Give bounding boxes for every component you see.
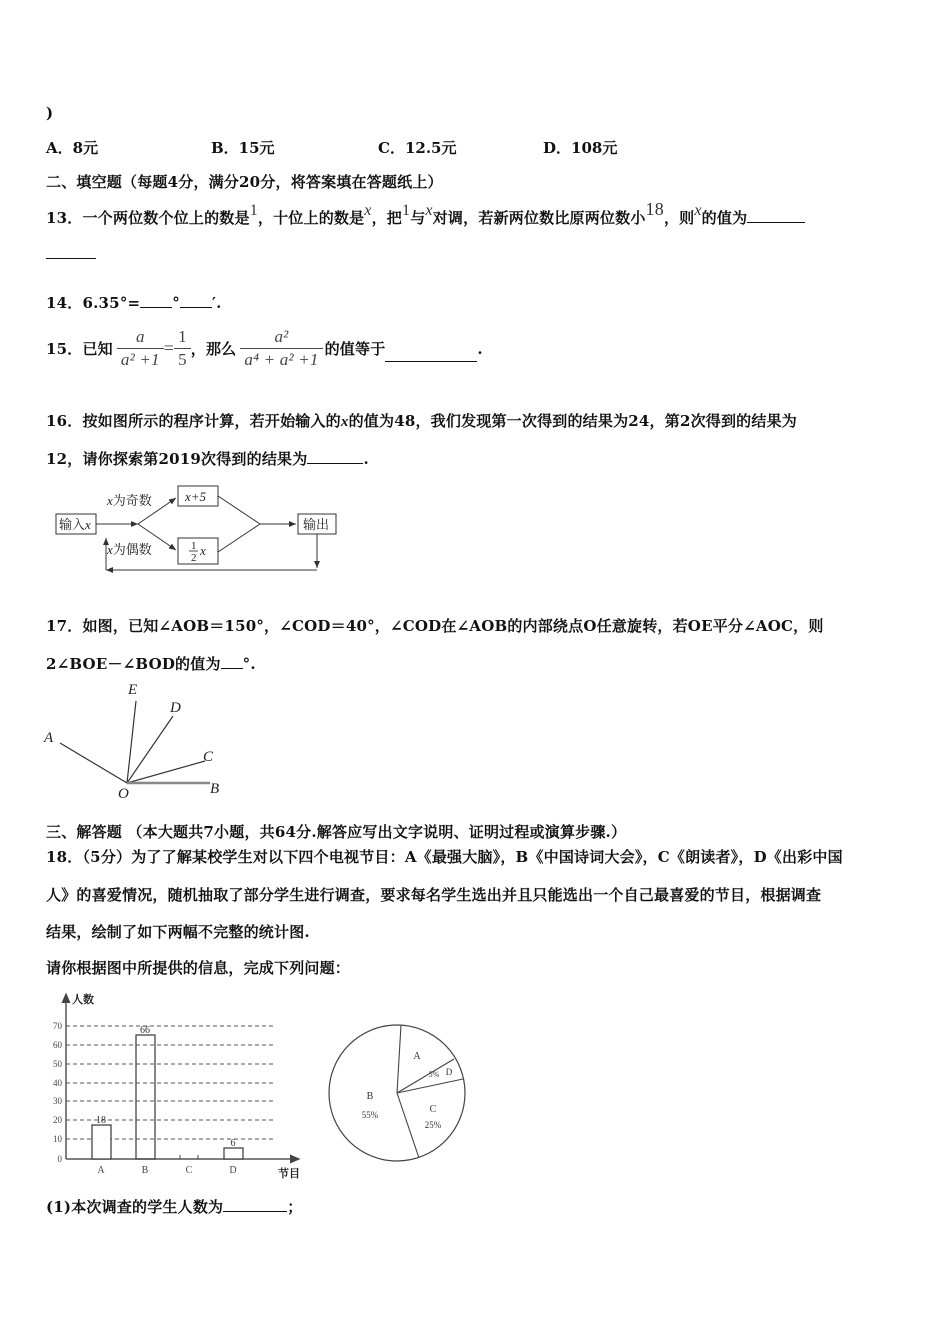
math-x: x — [340, 414, 349, 430]
numerator: 1 — [178, 327, 187, 346]
option-b: B．15元 — [211, 139, 275, 157]
q13-part: ，则 — [663, 209, 695, 227]
xtick-B: B — [141, 1165, 149, 1176]
q16-text: 按如图所示的程序计算，若开始输入的 — [82, 412, 341, 430]
slice-divider-C-B — [397, 1093, 419, 1158]
xtick-C: C — [185, 1165, 193, 1176]
q18-number: 18． — [46, 848, 83, 866]
svg-text:2: 2 — [191, 552, 197, 564]
q16-text: 的值为48，我们发现第一次得到的结果为24，第2次得到的结果为 — [348, 412, 797, 430]
q16-line2 — [46, 448, 369, 469]
math-1: 1 — [402, 202, 411, 219]
answer-blank — [307, 450, 363, 464]
ytick-60: 60 — [53, 1040, 62, 1050]
x-axis-label: 节目 — [278, 1168, 300, 1180]
q17-number: 17． — [46, 617, 83, 635]
numerator: a² — [274, 327, 289, 346]
pie-pct-D: 5% — [428, 1070, 440, 1079]
q18-line1 — [46, 846, 843, 867]
q18-line2: 人》的喜爱情况，随机抽取了部分学生进行调查，要求每名学生选出并且只能选出一个自己最喜爱的节目，根据调查 — [46, 886, 822, 904]
closing-paren: ) — [46, 104, 54, 122]
label-O: O — [118, 786, 129, 802]
q15-lead: 已知 — [82, 340, 113, 358]
q18-text: （5分）为了了解某校学生对以下四个电视节目：A《最强大脑》，B《中国诗词大会》，C《朗读者》，D《出彩中国 — [82, 848, 843, 866]
pie-chart — [320, 995, 480, 1170]
answer-blank — [223, 1198, 287, 1212]
q15-end: . — [477, 339, 483, 358]
slice-divider-A-B — [397, 1025, 401, 1093]
q13-part: 一个两位数个位上的数是 — [82, 209, 250, 227]
pie-label-B: B — [366, 1091, 374, 1102]
q15-number: 15． — [46, 340, 83, 358]
answer-blank — [385, 348, 477, 362]
answer-blank — [221, 655, 243, 669]
label-C: C — [203, 749, 214, 765]
answer-blank-minutes — [180, 294, 212, 308]
math-1: 1 — [249, 202, 258, 219]
equals-sign: = — [163, 338, 175, 358]
q17-line1 — [46, 615, 824, 636]
pie-pct-C: 25% — [424, 1120, 442, 1130]
answer-blank-degrees — [140, 294, 172, 308]
q16-line1 — [46, 410, 797, 431]
q13-part: ，把 — [371, 209, 403, 227]
q15-text — [46, 327, 483, 370]
q13-part: 对调，若新两位数比原两位数小 — [432, 209, 646, 227]
degree-symbol: ° — [172, 294, 180, 312]
ytick-30: 30 — [53, 1096, 62, 1106]
section3-heading: 三、解答题 （本大题共7小题，共64分.解答应写出文字说明、证明过程或演算步骤.） — [46, 823, 627, 841]
minute-symbol: ′. — [212, 294, 222, 312]
q18-line4: 请你根据图中所提供的信息，完成下列问题： — [46, 959, 351, 977]
odd-op: x+5 — [185, 489, 207, 504]
output-label: 输出 — [303, 517, 330, 532]
ytick-70: 70 — [53, 1021, 62, 1031]
q14-expr: 6.35°= — [82, 294, 141, 312]
answer-blank — [747, 209, 805, 223]
q18-sub1-end: ； — [287, 1198, 303, 1216]
even-label: x为偶数 — [107, 542, 152, 557]
q13-part: ，十位上的数是 — [257, 209, 365, 227]
ray-OC — [127, 761, 205, 783]
q15-mid: ，那么 — [190, 340, 237, 358]
pie-label-D: D — [445, 1067, 453, 1077]
ray-OA — [60, 743, 127, 783]
pie-label-C: C — [429, 1104, 437, 1115]
ray-OD — [127, 716, 173, 783]
xtick-D: D — [229, 1165, 237, 1176]
q13-part: 的值为 — [701, 209, 748, 227]
section2-heading: 二、填空题（每题4分，满分20分，将答案填在答题纸上） — [46, 173, 443, 191]
q14-number: 14． — [46, 294, 83, 312]
denominator: 5 — [174, 348, 191, 370]
bar-B — [136, 1035, 155, 1159]
program-flowchart — [50, 482, 350, 577]
q17-end: °. — [242, 655, 256, 673]
q17-line2 — [46, 653, 256, 674]
ytick-0: 0 — [57, 1154, 62, 1164]
q18-sub1 — [46, 1196, 302, 1217]
svg-text:x: x — [200, 543, 206, 558]
math-x: x — [425, 202, 433, 219]
input-label: 输入x — [59, 517, 91, 532]
ytick-10: 10 — [53, 1134, 62, 1144]
q13-number: 13． — [46, 209, 83, 227]
bar-label-D: 6 — [230, 1138, 236, 1149]
option-d: D．108元 — [543, 139, 618, 157]
q13-text — [46, 199, 805, 228]
q17-text: 如图，已知∠AOB＝150°，∠COD＝40°，∠COD在∠AOB的内部绕点O任意旋转，若OE平分∠AOC，则 — [82, 617, 824, 635]
fraction-one-fifth — [174, 327, 191, 370]
odd-label: x为奇数 — [107, 493, 152, 508]
fraction-a2-over-a4-a2-1 — [240, 327, 322, 370]
ray-OE — [127, 701, 136, 783]
y-axis-label: 人数 — [72, 994, 94, 1006]
ytick-20: 20 — [53, 1115, 62, 1125]
svg-text:1: 1 — [191, 540, 197, 552]
denominator: a² +1 — [117, 348, 164, 370]
bar-D — [224, 1148, 243, 1159]
q18-sub1-text: (1)本次调查的学生人数为 — [46, 1198, 224, 1216]
bar-label-B: 66 — [140, 1025, 150, 1036]
label-B: B — [210, 781, 220, 797]
q14-text — [46, 292, 222, 313]
math-18: 18 — [645, 199, 664, 219]
label-D: D — [170, 700, 181, 716]
q18-line3: 结果，绘制了如下两幅不完整的统计图. — [46, 923, 310, 941]
label-A: A — [44, 730, 54, 746]
option-a: A．8元 — [46, 139, 99, 157]
q13-part: 与 — [410, 209, 426, 227]
q16-end: . — [363, 450, 369, 468]
math-x: x — [694, 202, 702, 219]
bar-chart — [40, 985, 310, 1180]
slice-divider-D-C — [397, 1079, 463, 1093]
q15-tail: 的值等于 — [324, 340, 386, 358]
q17-text: 2∠BOE－∠BOD的值为 — [46, 655, 221, 673]
bar-A — [92, 1125, 111, 1159]
denominator: a⁴ + a² +1 — [240, 348, 322, 370]
math-x: x — [364, 202, 372, 219]
q16-number: 16． — [46, 412, 83, 430]
q16-text: 12，请你探索第2019次得到的结果为 — [46, 450, 308, 468]
pie-pct-B: 55% — [361, 1110, 379, 1120]
xtick-A: A — [97, 1165, 105, 1176]
label-E: E — [128, 682, 138, 698]
ytick-40: 40 — [53, 1078, 62, 1088]
bar-label-A: 18 — [96, 1115, 106, 1126]
numerator: a — [135, 327, 145, 346]
angle-figure — [40, 676, 240, 806]
answer-blank-continued — [46, 258, 96, 259]
option-c: C．12.5元 — [378, 139, 457, 157]
fraction-a-over-a2-plus-1 — [117, 327, 164, 370]
pie-label-A: A — [413, 1051, 421, 1062]
ytick-50: 50 — [53, 1059, 62, 1069]
